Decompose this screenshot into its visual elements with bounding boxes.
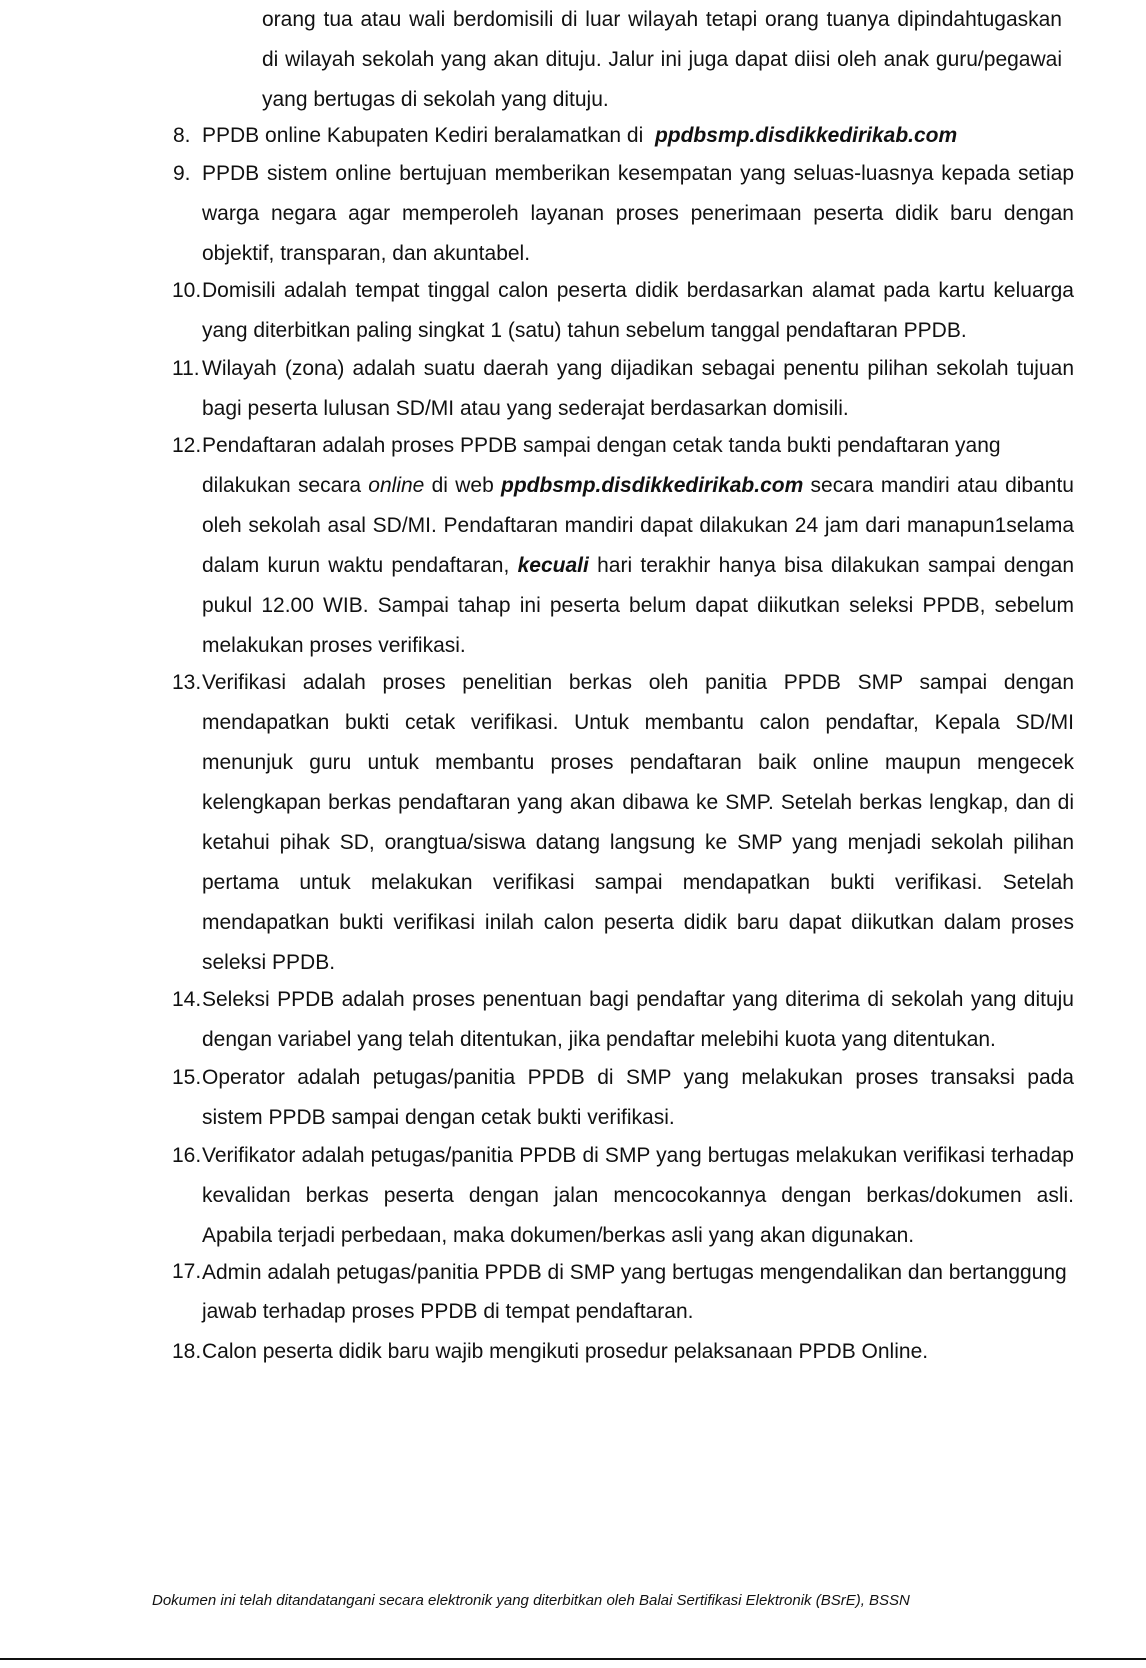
definition-list [0, 116, 1146, 1372]
list-item-14 [0, 980, 1074, 1060]
item-text: Verifikasi adalah proses penelitian berkas oleh panitia PPDB SMP sampai dengan mendapatkan bukti cetak verifikasi. Untuk membantu calon pendaftar, Kepala SD/MI menunjuk guru untuk membantu proses pendaftaran baik online maupun mengecek kelengkapan berkas pendaftaran yang akan dibawa ke SMP. Setelah berkas lengkap, dan di ketahui pihak SD, orangtua/siswa datang langsung ke SMP yang menjadi sekolah pilihan pertama untuk melakukan verifikasi sampai mendapatkan bukti verifikasi. Setelah mendapatkan bukti verifikasi inilah calon peserta didik baru dapat diikutkan dalam proses seleksi PPDB. [202, 671, 1074, 974]
item-text-part3: secara mandiri atau dibantu oleh sekolah asal SD/MI. Pendaftaran mandiri dapat dilakukan 24 jam dari manapun1selama dalam kurun waktu pendaftaran, [202, 474, 1074, 577]
item-number: 8. [173, 124, 191, 147]
item-text: PPDB sistem online bertujuan memberikan kesempatan yang seluas-luasnya kepada setiap warga negara agar memperoleh layanan proses penerimaan peserta didik baru dengan objektif, transparan, dan akuntabel. [202, 162, 1074, 265]
item-text-line2: jawab terhadap proses PPDB di tempat pendaftaran. [202, 1300, 694, 1323]
footer-signature-note: Dokumen ini telah ditandatangani secara elektronik yang diterbitkan oleh Balai Sertifikasi Elektronik (BSrE), BSSN [152, 1592, 910, 1609]
item-number: 11. [172, 357, 200, 380]
kecuali-term: kecuali [517, 554, 589, 577]
item-number: 15. [172, 1066, 202, 1089]
item-text: Seleksi PPDB adalah proses penentuan bagi pendaftar yang diterima di sekolah yang dituju dengan variabel yang telah ditentukan, jika pendaftar melebihi kuota yang ditentukan. [202, 988, 1074, 1051]
list-item-13 [0, 663, 1074, 983]
footer-divider [0, 1658, 1146, 1660]
list-item-12 [0, 426, 1074, 666]
list-item-16 [0, 1136, 1074, 1256]
item-text: Wilayah (zona) adalah suatu daerah yang dijadikan sebagai penentu pilihan sekolah tujuan bagi peserta lulusan SD/MI atau yang sederajat berdasarkan domisili. [202, 357, 1074, 420]
item-number: 12. [172, 434, 202, 457]
item-number: 14. [172, 988, 202, 1011]
item-number: 10. [172, 279, 202, 302]
item-text: PPDB online Kabupaten Kediri beralamatkan di [202, 124, 644, 147]
item-number: 16. [172, 1144, 202, 1167]
continuation-paragraph: orang tua atau wali berdomisili di luar wilayah tetapi orang tuanya dipindahtugaskan di wilayah sekolah yang akan dituju. Jalur ini juga dapat diisi oleh anak guru/pegawai yang bertugas di sekolah yang dituju. [262, 8, 1062, 111]
ppdb-url-link[interactable]: ppdbsmp.disdikkedirikab.com [654, 124, 958, 147]
list-item-9 [0, 154, 1074, 274]
item-number: 13. [172, 671, 202, 694]
ppdb-url-link[interactable]: ppdbsmp.disdikkedirikab.com [501, 474, 804, 497]
list-item-11 [0, 349, 1074, 429]
list-item-8 [0, 116, 1074, 156]
item-text-line1: Pendaftaran adalah proses PPDB sampai dengan cetak tanda bukti pendaftaran yang [202, 434, 1001, 457]
item-text-part4: hari terakhir hanya bisa dilakukan sampai dengan pukul 12.00 WIB. Sampai tahap ini peserta belum dapat diikutkan seleksi PPDB, sebelum melakukan proses verifikasi. [202, 554, 1074, 657]
item-text-part2: di web [431, 474, 494, 497]
list-item-18 [0, 1332, 1074, 1372]
item-number: 9. [173, 162, 191, 185]
item-number: 18. [172, 1340, 202, 1363]
item-number: 17. [172, 1260, 202, 1283]
item-text-part1: dilakukan secara [202, 474, 362, 497]
item-text: Calon peserta didik baru wajib mengikuti prosedur pelaksanaan PPDB Online. [202, 1340, 929, 1363]
item-text: Operator adalah petugas/panitia PPDB di SMP yang melakukan proses transaksi pada sistem PPDB sampai dengan cetak bukti verifikasi. [202, 1066, 1074, 1129]
item-text: Verifikator adalah petugas/panitia PPDB di SMP yang bertugas melakukan verifikasi terhadap kevalidan berkas peserta dengan jalan mencocokannya dengan berkas/dokumen asli. Apabila terjadi perbedaan, maka dokumen/berkas asli yang akan digunakan. [202, 1144, 1074, 1247]
item-text: Domisili adalah tempat tinggal calon peserta didik berdasarkan alamat pada kartu keluarga yang diterbitkan paling singkat 1 (satu) tahun sebelum tanggal pendaftaran PPDB. [202, 279, 1074, 342]
list-item-10 [0, 271, 1074, 351]
item-text-line1: Admin adalah petugas/panitia PPDB di SMP yang bertugas mengendalikan dan bertanggung [202, 1261, 1067, 1284]
list-item-17 [0, 1252, 1074, 1332]
list-item-15 [0, 1058, 1074, 1138]
online-term: online [368, 474, 425, 497]
